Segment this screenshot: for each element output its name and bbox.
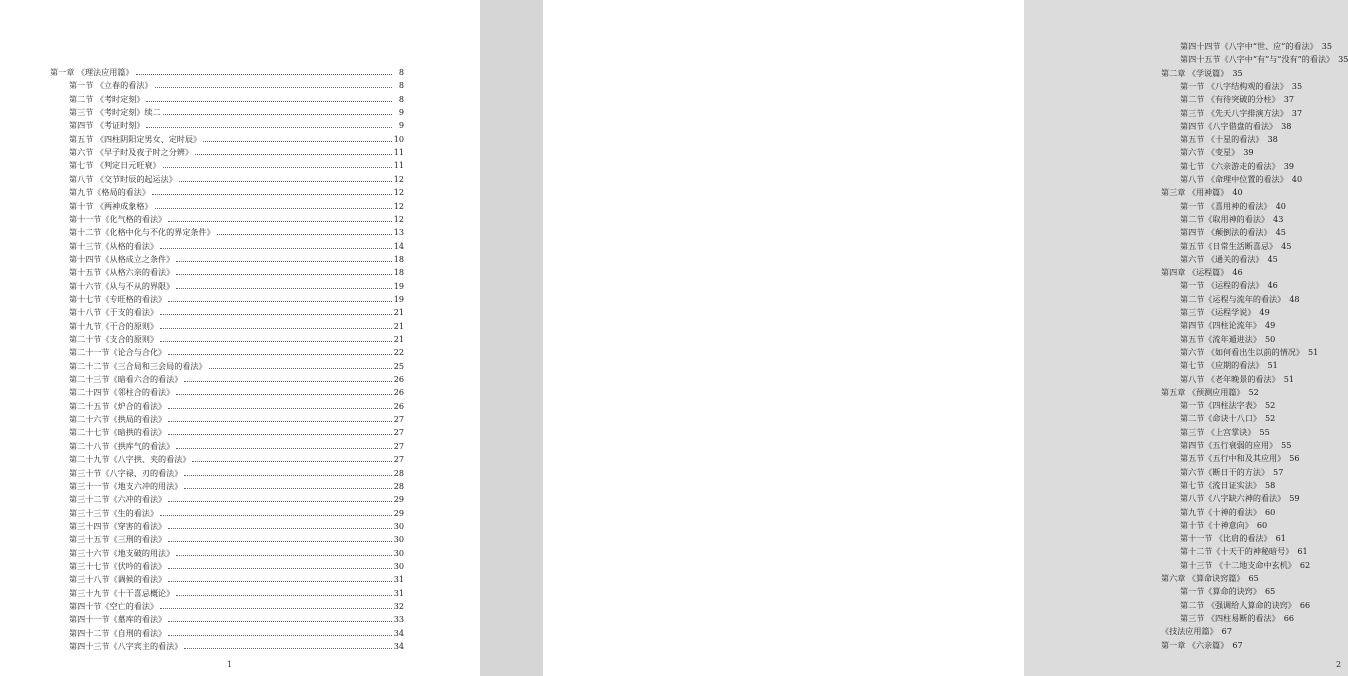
toc-entry-title: 第三节 《考时定刻》续二: [69, 107, 161, 118]
dot-leader: [168, 568, 392, 569]
toc-entry-page: 52: [1264, 400, 1276, 411]
toc-entry-title: 第十二节《化格中化与不化的界定条件》: [69, 227, 215, 238]
toc-entry-page: 65: [1264, 586, 1276, 597]
toc-entry-page: 51: [1267, 360, 1278, 371]
toc-entry-title: 第四节《五行衰弱的应用》: [1180, 440, 1278, 450]
toc-entry-title: 第一章 《六亲篇》: [1161, 639, 1229, 650]
toc-entry-page: 55: [1259, 426, 1270, 437]
toc-entry-title: 第一章 《理法应用篇》: [50, 67, 134, 77]
toc-entry-title: 第十九节《干合的原则》: [69, 320, 159, 331]
dot-leader: [168, 581, 392, 582]
dot-leader: [168, 421, 392, 422]
toc-entry-page: 9: [398, 120, 404, 131]
dot-leader: [168, 501, 392, 502]
toc-entry-title: 第二十节《支合的原则》: [69, 334, 159, 344]
toc-chapter-entry[interactable]: [50, 64, 404, 77]
toc-section-entry[interactable]: [69, 251, 404, 264]
toc-entry-page: 40: [1275, 200, 1286, 211]
toc-entry-page: 29: [393, 507, 404, 518]
toc-entry-title: 第五章 《预测应用篇》: [1161, 386, 1245, 397]
toc-entry-page: 8: [398, 67, 404, 77]
toc-entry-page: 35: [1291, 80, 1303, 91]
toc-section-entry[interactable]: [69, 144, 404, 157]
dot-leader: [179, 181, 392, 182]
toc-section-entry[interactable]: [69, 224, 404, 237]
dot-leader: [195, 154, 392, 155]
dot-leader: [209, 368, 392, 369]
dot-leader: [160, 328, 392, 329]
toc-entry-title: 第六章 《算命诀窍篇》: [1161, 573, 1245, 583]
toc-entry-title: 第八节 《老年晚景的看法》: [1180, 373, 1280, 384]
toc-entry-title: 第三节 《四柱易断的看法》: [1180, 612, 1280, 623]
toc-entry-page: 22: [393, 347, 404, 358]
dot-leader: [176, 555, 391, 556]
toc-entry-page: 25: [393, 360, 404, 371]
toc-entry-page: 58: [1264, 479, 1276, 490]
toc-entry-title: 第三节 《运程学说》: [1180, 307, 1256, 317]
toc-entry-title: 第五节《日常生活断喜忌》: [1180, 240, 1278, 251]
page-number: 2: [1336, 660, 1342, 669]
toc-entry-page: 31: [393, 587, 404, 598]
toc-entry-page: 34: [393, 627, 404, 638]
toc-entry-page: 18: [393, 267, 404, 278]
toc-entry-page: 65: [1248, 573, 1259, 583]
toc-entry-page: 48: [1289, 293, 1300, 304]
toc-entry-title: 第四节《八字借盘的看法》: [1180, 120, 1278, 131]
toc-section-entry[interactable]: [69, 518, 404, 531]
toc-entry-title: 第六节 《变星》: [1180, 147, 1240, 158]
toc-entry-page: 66: [1283, 612, 1295, 623]
dot-leader: [176, 274, 391, 275]
toc-entry-title: 第四章 《运程篇》: [1161, 267, 1229, 278]
toc-section-entry[interactable]: [69, 211, 404, 224]
dot-leader: [168, 621, 392, 622]
dot-leader: [168, 354, 392, 355]
toc-entry-title: 第三十三节《生的看法》: [69, 507, 159, 518]
toc-section-entry[interactable]: [69, 264, 404, 277]
dot-leader: [168, 434, 392, 435]
toc-entry-page: 32: [393, 601, 404, 611]
toc-entry-page: 45: [1275, 227, 1286, 238]
toc-entry-title: 第二十三节《暗看六合的看法》: [69, 374, 183, 385]
toc-section-entry[interactable]: [69, 304, 404, 317]
toc-entry-page: 28: [393, 480, 404, 491]
toc-entry-page: 67: [1221, 626, 1232, 637]
toc-entry-title: 第八节 《命理中位置的看法》: [1180, 174, 1288, 184]
toc-entry-page: 27: [393, 454, 404, 465]
toc-entry-page: 46: [1267, 280, 1278, 291]
toc-entry-page: 19: [393, 280, 404, 291]
toc-entry-page: 21: [393, 307, 404, 318]
toc-entry-page: 18: [393, 253, 404, 264]
toc-entry-title: 第七节《流日证实法》: [1180, 479, 1261, 490]
toc-entry-title: 第六节 《通关的看法》: [1180, 253, 1264, 264]
toc-entry-title: 第六节 《早子时及夜子时之分辨》: [69, 147, 193, 158]
toc-entry-title: 第一节 《运程的看法》: [1180, 280, 1264, 291]
toc-entry-title: 第三十六节《地支破的用法》: [69, 547, 175, 558]
toc-entry-title: 第二十七节《暗拱的看法》: [69, 427, 167, 438]
toc-section-entry[interactable]: [69, 318, 404, 331]
toc-entry-title: 第十三节《从格的看法》: [69, 240, 159, 251]
toc-section-entry[interactable]: [69, 77, 404, 90]
toc-entry-title: 第三十二节《六冲的看法》: [69, 494, 167, 505]
toc-entry-title: 第十节 《两神成象格》: [69, 200, 153, 211]
dot-leader: [155, 208, 392, 209]
toc-entry-title: 第三十四节《穿害的看法》: [69, 520, 167, 531]
toc-entry-page: 12: [393, 213, 404, 224]
page-gutter: [480, 0, 543, 676]
toc-entry-title: 第二十六节《拱局的看法》: [69, 414, 167, 425]
toc-section-entry[interactable]: [69, 117, 404, 130]
toc-entry-page: 27: [393, 440, 404, 451]
toc-entry-page: 27: [393, 427, 404, 438]
toc-entry-page: 60: [1256, 519, 1268, 530]
toc-entry-page: 61: [1275, 533, 1286, 544]
toc-entry-page: 35: [1321, 41, 1333, 51]
toc-entry-title: 第四十三节《八字宾主的看法》: [69, 641, 183, 652]
toc-entry-page: 37: [1283, 94, 1295, 105]
dot-leader: [146, 101, 392, 102]
toc-entry-page: 61: [1297, 546, 1308, 557]
toc-entry-title: 第二十一节《论合与合化》: [69, 347, 167, 358]
toc-section-entry[interactable]: [69, 558, 404, 571]
toc-entry-title: 第十二节《十天干的神秘暗号》: [1180, 546, 1294, 557]
dot-leader: [163, 114, 392, 115]
toc-entry-title: 第一节《四柱法字表》: [1180, 400, 1261, 411]
toc-entry-page: 37: [1291, 107, 1303, 118]
toc-entry-page: 21: [393, 320, 404, 331]
toc-entry-page: 27: [393, 414, 404, 425]
toc-entry-page: 52: [1264, 413, 1276, 424]
toc-entry-title: 第八节 《交节时辰的起运法》: [69, 173, 177, 184]
toc-entry-title: 第十八节《干支的看法》: [69, 307, 159, 318]
toc-entry-title: 第四节 《颠倒法的看法》: [1180, 227, 1272, 238]
toc-entry-page: 19: [393, 293, 404, 304]
dot-leader: [184, 381, 391, 382]
toc-entry-title: 第五节《五行中和及其应用》: [1180, 453, 1286, 464]
document-page-1: [0, 0, 480, 676]
toc-entry-page: 38: [1267, 134, 1278, 145]
toc-entry-title: 第三十八节《调候的看法》: [69, 574, 167, 585]
dot-leader: [203, 141, 392, 142]
toc-entry-page: 51: [1283, 373, 1295, 384]
toc-entry-page: 10: [393, 133, 404, 144]
toc-entry-title: 第十四节《从格成立之条件》: [69, 253, 175, 264]
toc-entry-page: 52: [1248, 386, 1259, 397]
dot-leader: [160, 248, 392, 249]
toc-entry-page: 30: [393, 547, 404, 558]
toc-entry-page: 8: [398, 93, 404, 104]
toc-section-entry[interactable]: [69, 478, 404, 491]
dot-leader: [160, 515, 392, 516]
dot-leader: [168, 541, 392, 542]
toc-entry-title: 第七节 《六亲游走的看法》: [1180, 160, 1280, 171]
toc-entry-title: 第二十八节《拱库气的看法》: [69, 440, 175, 451]
toc-entry-page: 30: [393, 520, 404, 531]
dot-leader: [146, 127, 392, 128]
toc-entry-title: 第七节 《应期的看法》: [1180, 360, 1264, 371]
page-number: 1: [227, 660, 233, 669]
toc-entry-page: 49: [1264, 320, 1276, 331]
toc-entry-title: 第四十节《空亡的看法》: [69, 601, 159, 611]
toc-entry-page: 55: [1281, 440, 1292, 450]
toc-section-entry[interactable]: [69, 171, 404, 184]
toc-entry-title: 第三章 《用神篇》: [1161, 187, 1229, 198]
dot-leader: [155, 87, 392, 88]
toc-entry-title: 第四十五节《八字中“有”与“没有”的看法》: [1180, 54, 1335, 65]
toc-entry-title: 第十六节《从与不从的界限》: [69, 280, 175, 291]
toc-entry-page: 30: [393, 534, 404, 545]
toc-section-entry[interactable]: [69, 371, 404, 384]
toc-entry-page: 8: [398, 80, 404, 91]
dot-leader: [152, 194, 392, 195]
toc-entry-title: 第三十七节《伏吟的看法》: [69, 560, 167, 571]
toc-entry-title: 第六节《断日干的方法》: [1180, 466, 1270, 477]
toc-entry-page: 35: [1232, 67, 1243, 78]
toc-entry-title: 第一节 《喜用神的看法》: [1180, 200, 1272, 211]
toc-section-entry[interactable]: [69, 398, 404, 411]
toc-entry-page: 12: [393, 200, 404, 211]
dot-leader: [160, 341, 392, 342]
toc-entry-title: 第五节 《十星的看法》: [1180, 134, 1264, 145]
dot-leader: [217, 234, 392, 235]
toc-section-entry[interactable]: [69, 91, 404, 104]
toc-entry-page: 46: [1232, 267, 1243, 278]
toc-section-entry[interactable]: [69, 571, 404, 584]
toc-entry-title: 第十节《十神意向》: [1180, 519, 1253, 530]
toc-section-entry[interactable]: [69, 545, 404, 558]
dot-leader: [192, 461, 391, 462]
toc-section-entry[interactable]: [69, 531, 404, 544]
toc-entry-page: 26: [393, 387, 404, 398]
toc-section-entry[interactable]: [69, 157, 404, 170]
toc-section-entry[interactable]: [69, 465, 404, 478]
toc-entry-title: 第四节 《考证时刻》: [69, 120, 145, 131]
toc-section-entry[interactable]: [69, 438, 404, 451]
toc-entry-title: 第四十二节《自刑的看法》: [69, 627, 167, 638]
toc-entry-page: 40: [1232, 187, 1243, 198]
toc-entry-page: 60: [1264, 506, 1276, 517]
toc-section-entry[interactable]: [69, 331, 404, 344]
toc-entry-title: 第三节 《上宫掌诀》: [1180, 426, 1256, 437]
toc-entry-title: 第四十一节《墓库的看法》: [69, 614, 167, 625]
toc-section-entry[interactable]: [69, 585, 404, 598]
toc-entry-title: 第二节《运程与流年的看法》: [1180, 293, 1286, 304]
toc-entry-page: 21: [393, 334, 404, 344]
toc-entry-title: 第三十节《八字禄、刃的看法》: [69, 467, 183, 478]
toc-section-entry[interactable]: [69, 505, 404, 518]
toc-entry-page: 57: [1273, 466, 1284, 477]
toc-entry-page: 28: [393, 467, 404, 478]
toc-section-entry[interactable]: [69, 611, 404, 624]
dot-leader: [168, 221, 392, 222]
toc-entry-title: 第二节 《强调给人算命的诀窍》: [1180, 599, 1296, 610]
toc-entry-title: 第二节 《考时定刻》: [69, 93, 145, 104]
toc-entry-page: 39: [1283, 160, 1295, 171]
toc-entry-title: 《技法应用篇》: [1161, 626, 1218, 637]
toc-section-entry[interactable]: [69, 278, 404, 291]
toc-entry-page: 43: [1273, 213, 1284, 224]
toc-entry-page: 29: [393, 494, 404, 505]
toc-entry-title: 第十七节《专旺格的看法》: [69, 293, 167, 304]
toc-section-entry[interactable]: [69, 291, 404, 304]
toc-section-entry[interactable]: [69, 198, 404, 211]
toc-section-entry[interactable]: [69, 184, 404, 197]
toc-entry-page: 45: [1281, 240, 1292, 251]
toc-entry-title: 第五节《流年遁进法》: [1180, 333, 1261, 344]
toc-entry-title: 第二十五节《炉合的看法》: [69, 400, 167, 411]
toc-entry-title: 第三十五节《三刑的看法》: [69, 534, 167, 545]
toc-section-entry[interactable]: [69, 238, 404, 251]
toc-entry-page: 26: [393, 374, 404, 385]
toc-entry-title: 第九节《格局的看法》: [69, 187, 150, 198]
toc-entry-title: 第二节 《有待突破的分柱》: [1180, 94, 1280, 105]
toc-entry-title: 第二十九节《八字拱、夹的看法》: [69, 454, 191, 465]
toc-entry-page: 12: [393, 173, 404, 184]
toc-entry-page: 56: [1289, 453, 1300, 464]
toc-entry-title: 第二节《取用神的看法》: [1180, 213, 1270, 224]
toc-entry-page: 49: [1259, 307, 1270, 317]
dot-leader: [176, 595, 391, 596]
toc-entry-page: 26: [393, 400, 404, 411]
toc-entry-page: 12: [393, 187, 404, 198]
toc-section-entry[interactable]: [69, 358, 404, 371]
toc-entry-title: 第十五节《从格六亲的看法》: [69, 267, 175, 278]
toc-section-entry[interactable]: [69, 104, 404, 117]
toc-section-entry[interactable]: [69, 625, 404, 638]
toc-section-entry[interactable]: [69, 344, 404, 357]
toc-entry-page: 45: [1267, 253, 1278, 264]
toc-entry-page: 66: [1299, 599, 1311, 610]
toc-entry-page: 31: [393, 574, 404, 585]
dot-leader: [160, 608, 392, 609]
toc-entry-title: 第二十二节《三合局和三会局的看法》: [69, 360, 207, 371]
toc-entry-title: 第二节《命诀十八口》: [1180, 413, 1261, 424]
dot-leader: [184, 488, 391, 489]
toc-entry-title: 第五节 《四柱阴阳定男女、定时辰》: [69, 133, 202, 144]
toc-entry-title: 第三十一节《地支六冲的用法》: [69, 480, 183, 491]
toc-section-entry[interactable]: [69, 491, 404, 504]
toc-entry-page: 13: [393, 227, 404, 238]
toc-entry-title: 第九节《十神的看法》: [1180, 506, 1261, 517]
toc-entry-page: 59: [1289, 493, 1300, 504]
toc-entry-title: 第八节《八字缺六神的看法》: [1180, 493, 1286, 504]
toc-entry-title: 第二章 《学说篇》: [1161, 67, 1229, 78]
toc-entry-title: 第四节《四柱论流年》: [1180, 320, 1261, 331]
toc-entry-title: 第十一节《化气格的看法》: [69, 213, 167, 224]
dot-leader: [160, 314, 392, 315]
dot-leader: [176, 261, 391, 262]
document-page-2: [543, 0, 1348, 676]
toc-entry-title: 第三十九节《十干喜忌概论》: [69, 587, 175, 598]
toc-entry-title: 第六节 《如何看出生以前的情况》: [1180, 346, 1304, 357]
toc-entry-page: 67: [1232, 639, 1243, 650]
dot-leader: [176, 288, 391, 289]
toc-entry-title: 第三节 《先天八字排演方法》: [1180, 107, 1288, 118]
toc-section-entry[interactable]: [69, 424, 404, 437]
toc-section-entry[interactable]: [69, 638, 404, 651]
toc-section-entry[interactable]: [69, 451, 404, 464]
toc-entry-page: 50: [1264, 333, 1276, 344]
dot-leader: [184, 475, 391, 476]
dot-leader: [168, 635, 392, 636]
toc-entry-title: 第一节《算命的诀窍》: [1180, 586, 1261, 597]
toc-entry-title: 第十一节 《比肩的看法》: [1180, 533, 1272, 544]
toc-entry-page: 11: [393, 160, 404, 171]
toc-section-entry[interactable]: [69, 131, 404, 144]
toc-entry-page: 9: [398, 107, 404, 118]
toc-section-entry[interactable]: [69, 411, 404, 424]
toc-entry-page: 40: [1291, 174, 1303, 184]
toc-entry-page: 62: [1299, 559, 1311, 570]
toc-entry-page: 38: [1281, 120, 1292, 131]
dot-leader: [168, 528, 392, 529]
toc-entry-page: 14: [393, 240, 404, 251]
toc-entry-page: 34: [393, 641, 404, 652]
toc-entry-page: 39: [1243, 147, 1254, 158]
dot-leader: [176, 394, 391, 395]
toc-entry-page: 35: [1338, 54, 1348, 65]
toc-entry-page: 30: [393, 560, 404, 571]
toc-section-entry[interactable]: [69, 384, 404, 397]
toc-entry-page: 51: [1307, 346, 1319, 357]
toc-entry-title: 第四十四节《八字中“世、应”的看法》: [1180, 41, 1318, 51]
toc-entry-title: 第七节 《判定日元旺衰》: [69, 160, 161, 171]
dot-leader: [184, 648, 391, 649]
toc-entry-page: 11: [393, 147, 404, 158]
toc-section-entry[interactable]: [69, 598, 404, 611]
toc-entry-title: 第一节 《八字结构观的看法》: [1180, 80, 1288, 91]
toc-entry-title: 第十三节 《十二地支命中玄机》: [1180, 559, 1296, 570]
dot-leader: [168, 408, 392, 409]
toc-entry-page: 33: [393, 614, 404, 625]
dot-leader: [163, 167, 392, 168]
dot-leader: [136, 74, 392, 75]
toc-entry-title: 第一节 《立春的看法》: [69, 80, 153, 91]
toc-entry-title: 第二十四节《邻柱合的看法》: [69, 387, 175, 398]
dot-leader: [176, 448, 391, 449]
dot-leader: [168, 301, 392, 302]
